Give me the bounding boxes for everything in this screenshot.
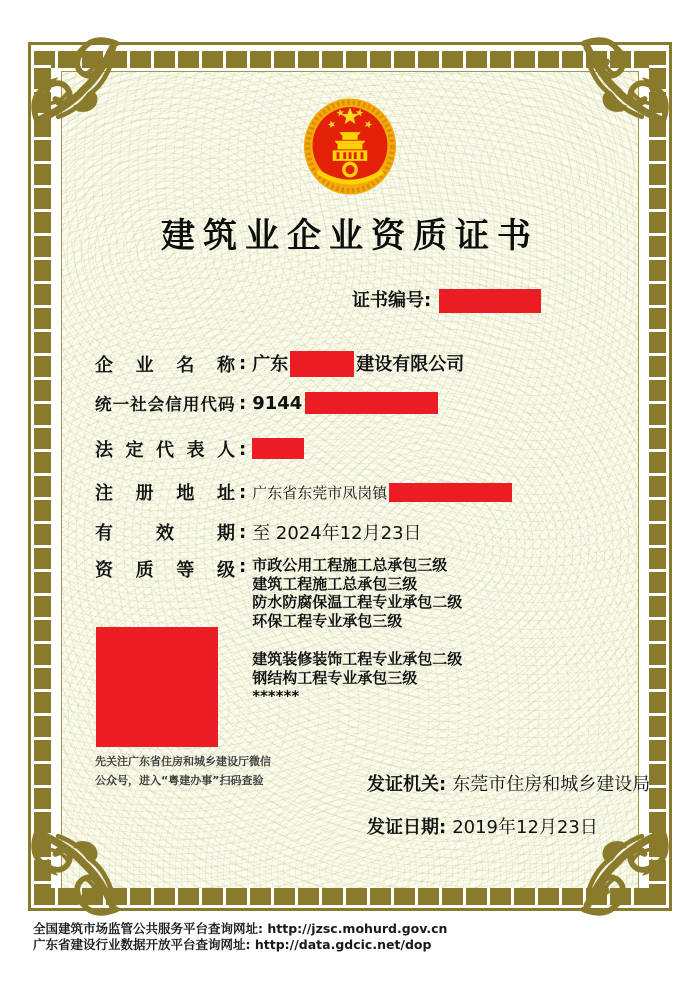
colon: : [424,290,432,311]
qualification-item: 市政公用工程施工总承包三级 [252,556,448,574]
frame-band-right [649,51,666,905]
colon: : [239,438,247,460]
issue-date-value: 2019年12月23日 [452,817,598,838]
issue-date-row [367,813,598,839]
qualification-item: 环保工程专业承包三级 [252,611,403,630]
redaction-box-qr-code [96,627,218,747]
corner-flourish-icon [30,823,124,917]
registered-address-value: 广东省东莞市凤岗镇 [252,484,512,502]
redaction-box-legal-rep [252,438,304,459]
issue-date-label: 发证日期 [367,817,439,838]
frame-band-left [34,51,51,905]
issuer-value: 东莞市住房和城乡建设局 [452,774,651,795]
field-legal-representative [95,436,304,462]
frame-band-top [34,51,666,68]
qr-note-line2: 公众号，进入“粤建办事”扫码查验 [95,774,264,787]
certificate-title: 建筑业企业资质证书 [161,216,539,256]
qr-verification-note [95,752,271,790]
issuer-row [367,770,650,796]
qualification-item: 钢结构工程专业承包三级 [252,668,418,687]
colon: : [239,353,247,374]
certificate-number-row [352,286,541,313]
field-label: 注册地址 [95,483,235,504]
company-name-value: 广东 建设有限公司 [252,354,464,375]
footer-line1: 全国建筑市场监管公共服务平台查询网址: http://jzsc.mohurd.gov.cn [33,921,448,936]
redaction-box-credit-code [305,392,438,414]
field-label: 资质等级 [95,560,235,581]
validity-value: 至 2024年12月23日 [252,523,422,544]
redaction-box-address [389,483,512,502]
field-label: 有效期 [95,523,235,544]
colon: : [239,521,247,543]
redaction-box-company [290,351,354,377]
corner-flourish-icon [30,36,124,130]
qualification-item: 建筑工程施工总承包三级 [252,574,418,593]
qr-note-line1: 先关注广东省住房和城乡建设厅微信 [95,755,271,768]
footer-line2: 广东省建设行业数据开放平台查询网址: http://data.gdcic.net/dop [33,937,432,952]
footer-query-urls [33,921,447,953]
credit-code-value: 9144 [252,393,438,414]
certificate-number-label: 证书编号 [352,290,424,311]
colon: : [239,392,247,414]
legal-representative-value [252,439,304,460]
qualification-list [252,556,462,706]
colon: : [239,556,247,577]
field-label: 企业名称 [95,354,235,376]
field-validity [95,519,422,545]
qualification-item: 建筑装修装饰工程专业承包二级 [252,650,463,668]
field-label: 法定代表人 [95,440,235,461]
frame-band-bottom [34,888,666,905]
qualification-item: ****** [252,687,300,705]
redaction-box-cert-number [439,289,541,313]
china-national-emblem-icon [302,96,398,197]
issuer-label: 发证机关 [367,774,439,795]
colon: : [439,774,447,795]
colon: : [239,481,247,503]
field-company-name [95,350,464,377]
qualification-item: 防水防腐保温工程专业承包二级 [252,593,463,611]
corner-flourish-icon [576,36,670,130]
colon: : [439,817,447,838]
field-credit-code [95,391,438,415]
field-label: 统一社会信用代码 [95,395,235,414]
field-registered-address [95,479,512,505]
